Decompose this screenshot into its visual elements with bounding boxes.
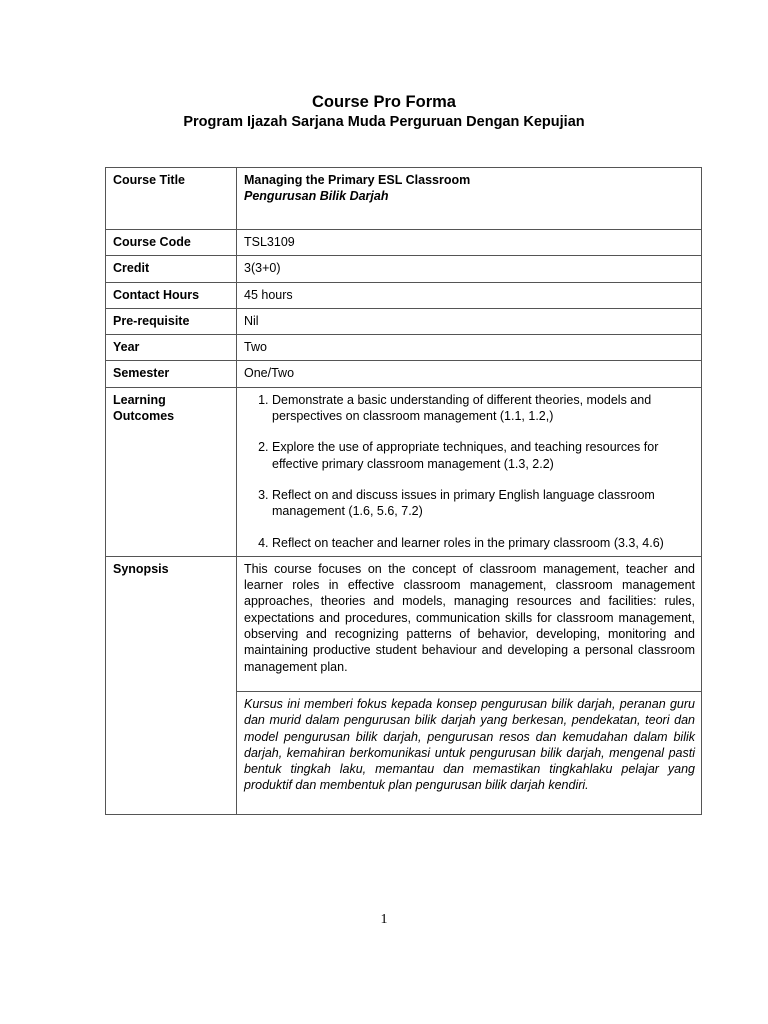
document-subtitle: Program Ijazah Sarjana Muda Perguruan Dengan Kepujian bbox=[183, 114, 585, 130]
learning-outcome-item: 2. Explore the use of appropriate techniques, and teaching resources for effective primary classroom management (1.3, 2.2) bbox=[272, 439, 695, 472]
synopsis-label: Synopsis bbox=[106, 556, 237, 814]
learning-outcomes-label: Learning Outcomes bbox=[106, 387, 237, 556]
learning-outcomes-list bbox=[244, 392, 695, 551]
contact-hours-row bbox=[106, 282, 702, 308]
document-title: Course Pro Forma bbox=[312, 93, 456, 111]
year-value: Two bbox=[237, 335, 702, 361]
contact-hours-label: Contact Hours bbox=[106, 282, 237, 308]
course-title-value-cell bbox=[237, 168, 702, 230]
learning-outcomes-row bbox=[106, 387, 702, 556]
course-code-label: Course Code bbox=[106, 230, 237, 256]
course-code-value: TSL3109 bbox=[237, 230, 702, 256]
credit-label: Credit bbox=[106, 256, 237, 282]
page-number: 1 bbox=[380, 912, 388, 927]
credit-value: 3(3+0) bbox=[237, 256, 702, 282]
course-title-malay: Pengurusan Bilik Darjah bbox=[244, 189, 389, 204]
course-title-label: Course Title bbox=[106, 168, 237, 230]
learning-outcome-item: 1. Demonstrate a basic understanding of different theories, models and perspectives on classroom management (1.1, 1.2,) bbox=[272, 392, 695, 425]
prerequisite-label: Pre-requisite bbox=[106, 308, 237, 334]
course-title-english: Managing the Primary ESL Classroom bbox=[244, 173, 471, 187]
contact-hours-value: 45 hours bbox=[237, 282, 702, 308]
credit-row bbox=[106, 256, 702, 282]
year-row bbox=[106, 335, 702, 361]
learning-outcomes-cell bbox=[237, 387, 702, 556]
synopsis-english: This course focuses on the concept of classroom management, teacher and learner roles in effective classroom management, classroom management approaches, theories and models, managing resources and facilities: rules, expectations and procedures, communication skills for classroom management, observing and recognizing patterns of behavior, developing, monitoring and maintaining productive student behaviour and developing a personal classroom management plan. bbox=[237, 556, 702, 691]
prerequisite-row bbox=[106, 308, 702, 334]
prerequisite-value: Nil bbox=[237, 308, 702, 334]
course-pro-forma-table bbox=[105, 167, 702, 815]
learning-outcome-item: 4. Reflect on teacher and learner roles in the primary classroom (3.3, 4.6) bbox=[272, 535, 695, 551]
synopsis-row bbox=[106, 556, 702, 691]
semester-value: One/Two bbox=[237, 361, 702, 387]
course-code-row bbox=[106, 230, 702, 256]
synopsis-malay: Kursus ini memberi fokus kepada konsep pengurusan bilik darjah, peranan guru dan murid dalam pengurusan bilik darjah yang berkesan, pendekatan, teori dan model pengurusan bilik darjah, pengurusan resos dan kemudahan dalam bilik darjah, kemahiran berkomunikasi untuk pengurusan bilik darjah, mengenal pasti bentuk tingkah laku, memantau dan memastikan tingkahlaku pelajar yang produktif dan membentuk plan pengurusan bilik darjah kendiri. bbox=[237, 691, 702, 814]
learning-outcome-item: 3. Reflect on and discuss issues in primary English language classroom management (1.6, 5.6, 7.2) bbox=[272, 487, 695, 520]
course-title-row bbox=[106, 168, 702, 230]
year-label: Year bbox=[106, 335, 237, 361]
semester-row bbox=[106, 361, 702, 387]
semester-label: Semester bbox=[106, 361, 237, 387]
